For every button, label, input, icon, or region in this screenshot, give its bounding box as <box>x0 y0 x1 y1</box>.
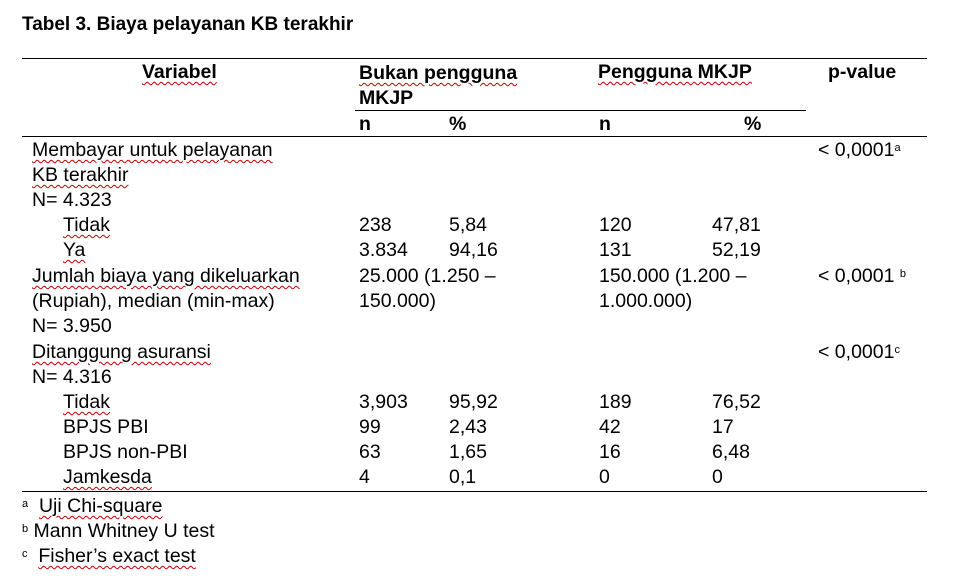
s1-row-n1: 238 <box>359 214 392 236</box>
s2-value1-line1: 25.000 (1.250 – <box>359 265 496 287</box>
s3-n-label: N= 4.316 <box>32 366 112 388</box>
footnote-text: Fisher’s exact test <box>38 545 196 567</box>
s1-row-p1: 5,84 <box>449 214 487 236</box>
s3-row-n1: 3,903 <box>359 391 408 413</box>
s3-row-label: Jamkesda <box>63 466 152 488</box>
s2-value2-line1: 150.000 (1.200 – <box>599 265 747 287</box>
footnote-sup: a <box>22 498 29 510</box>
s2-pvalue-text: < 0,0001 <box>818 265 900 287</box>
s3-row-p2: 76,52 <box>712 391 761 413</box>
header-pct1: % <box>449 113 467 135</box>
header-n1: n <box>359 113 371 135</box>
s3-row-n1: 63 <box>359 441 381 463</box>
header-pct2: % <box>744 113 762 135</box>
s2-value2-line2: 1.000.000) <box>599 290 693 312</box>
header-pengguna <box>598 60 752 85</box>
s1-row-n2: 131 <box>599 239 632 261</box>
table-title: Tabel 3. Biaya pelayanan KB terakhir <box>22 14 354 35</box>
s3-row-label: BPJS PBI <box>63 416 149 438</box>
s1-pvalue-text: < 0,0001 <box>818 139 895 161</box>
top-rule <box>22 58 927 59</box>
s3-pvalue-sup: c <box>894 344 900 356</box>
s2-n-label: N= 3.950 <box>32 315 112 337</box>
s3-row-n2: 189 <box>599 391 632 413</box>
s1-row-label: Tidak <box>63 214 110 236</box>
s1-row-n2: 120 <box>599 214 632 236</box>
header-pengguna-text: Pengguna MKJP <box>598 61 752 83</box>
footnote-text: Mann Whitney U test <box>33 520 215 542</box>
s1-pvalue-sup: a <box>894 142 901 154</box>
s1-pvalue <box>818 138 901 163</box>
bottom-rule <box>22 491 927 492</box>
s3-row-label: Tidak <box>63 391 110 413</box>
s1-label-line1: Membayar untuk pelayanan <box>32 139 273 161</box>
s3-row-n2: 16 <box>599 441 621 463</box>
s1-row-n1: 3.834 <box>359 239 408 261</box>
s3-row-p2: 0 <box>712 466 723 488</box>
s3-row-p2: 6,48 <box>712 441 750 463</box>
s3-row-n1: 4 <box>359 466 370 488</box>
s1-label-line2: KB terakhir <box>32 164 129 186</box>
s2-label-line2: (Rupiah), median (min-max) <box>32 290 275 312</box>
s1-row-p2: 52,19 <box>712 239 761 261</box>
s1-row-p1: 94,16 <box>449 239 498 261</box>
s1-row-label: Ya <box>63 239 86 261</box>
s3-row-label: BPJS non-PBI <box>63 441 188 463</box>
s3-row-p1: 0,1 <box>449 466 477 488</box>
s3-label: Ditanggung asuransi <box>32 341 211 363</box>
header-bottom-rule <box>22 136 927 137</box>
s1-n-label: N= 4.323 <box>32 189 112 211</box>
header-pvalue: p-value <box>828 61 897 83</box>
s2-pvalue <box>818 264 906 289</box>
header-variabel: Variabel <box>142 61 217 83</box>
header-bukan-line2: MKJP <box>359 87 414 109</box>
s3-row-p1: 95,92 <box>449 391 498 413</box>
s3-row-n1: 99 <box>359 416 381 438</box>
footnote <box>22 494 163 519</box>
header-subrule <box>355 110 806 111</box>
footnote-text: Uji Chi-square <box>38 495 163 517</box>
header-bukan-text: Bukan pengguna <box>359 62 518 84</box>
s3-row-n2: 42 <box>599 416 621 438</box>
s3-row-n2: 0 <box>599 466 610 488</box>
header-bukan-line1 <box>359 61 517 86</box>
footnote <box>22 544 196 569</box>
s1-row-p2: 47,81 <box>712 214 761 236</box>
s3-row-p1: 2,43 <box>449 416 487 438</box>
s3-row-p2: 17 <box>712 416 734 438</box>
s2-pvalue-sup: b <box>899 268 906 280</box>
footnote <box>22 519 215 544</box>
s3-row-p1: 1,65 <box>449 441 487 463</box>
s3-pvalue-text: < 0,0001 <box>818 341 895 363</box>
footnote-sup: c <box>22 548 28 560</box>
s2-label-line1: Jumlah biaya yang dikeluarkan <box>32 265 300 287</box>
s2-value1-line2: 150.000) <box>359 290 436 312</box>
s3-pvalue <box>818 340 900 365</box>
header-n2: n <box>599 113 611 135</box>
footnote-sup: b <box>22 523 29 535</box>
